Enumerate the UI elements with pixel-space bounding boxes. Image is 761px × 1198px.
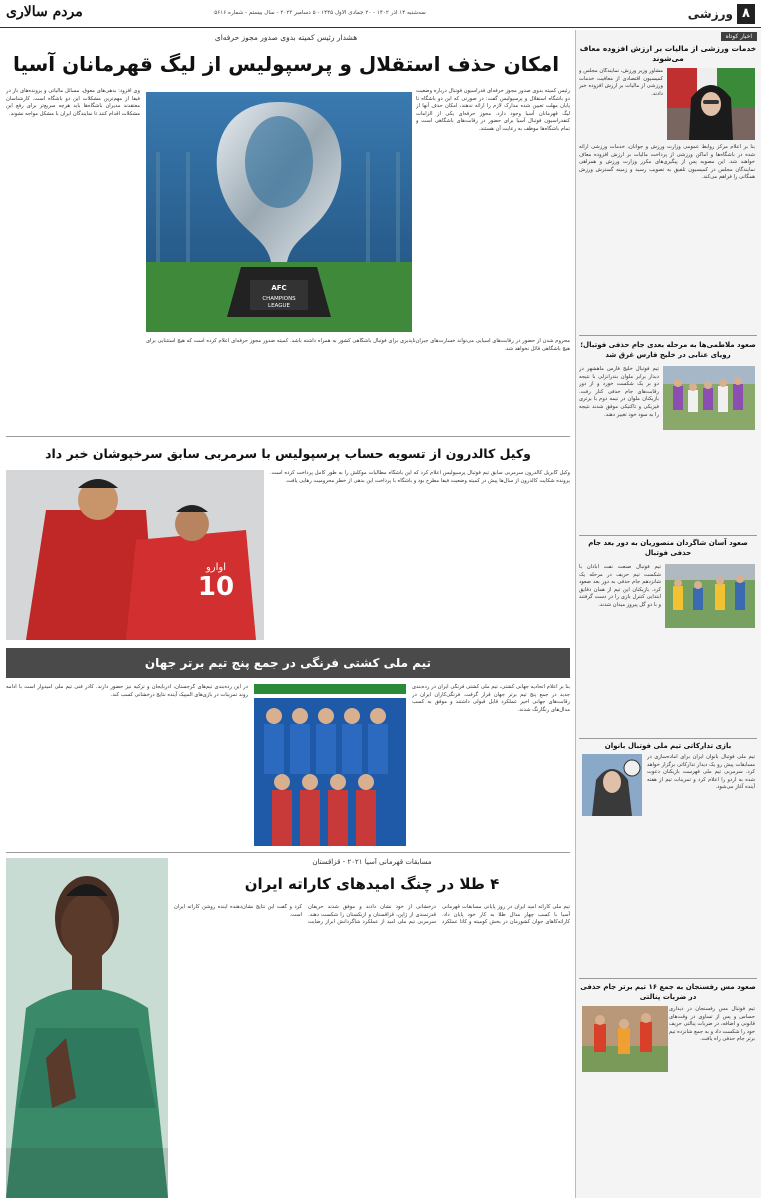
sidebar-article5-title: صعود مس رفسنجان به جمع ۱۶ تیم برتر جام حذفی در ضربات پنالتی	[580, 983, 756, 1001]
masthead	[0, 0, 761, 28]
sidebar-article4-body: تیم ملی فوتبال بانوان ایران برای آماده‌سازی در مسابقات پیش رو یک دیدار تدارکاتی برگزار خواهد کرد. سرمربی تیم ملی فهرست بازیکنان دعوت شده به اردو را اعلام کرد و تمرینات تیم از هفته آینده آغاز می‌شود.	[647, 754, 755, 791]
minister-photo	[667, 68, 755, 140]
wrestling-team-photo	[254, 684, 406, 846]
jersey-number: 10	[197, 572, 235, 602]
sidebar-article3-body: تیم فوتبال صنعت نفت آبادان با شکست تیم حریف در مرحله یک شانزدهم جام حذفی به دور بعد صعود کرد. بازیکنان این تیم از همان دقایق ابتدایی کنترل بازی را در دست گرفتند و با دو گل پیروز میدان شدند.	[579, 564, 661, 608]
sidebar-article1-lead: مشاور وزیر ورزش، نمایندگان مجلس و کمیسیون اقتصادی از معافیت خدمات ورزشی از مالیات بر ارزش افزوده خبر دادند.	[579, 68, 663, 97]
sidebar-article3-title: صعود آسان شاگردان منصوریان به دور بعد جام حذفی فوتبال	[588, 539, 748, 557]
main-body-left: وی افزود: بدهی‌های معوق، مسائل مالیاتی و پرونده‌های باز در فیفا از مهم‌ترین مشکلات این دو باشگاه است. کارشناسان معتقدند مدیران باشگاه‌ها باید هرچه سریع‌تر برای رفع این مشکلات اقدام کنند تا نمایندگان ایران با مشکل مواجه نشوند.	[6, 88, 140, 117]
story4-kicker: مسابقات قهرمانی آسیا ۲۰۲۱ - قزاقستان	[312, 858, 432, 866]
sidebar-tag: اخبار کوتاه	[721, 32, 757, 41]
section-label: ورزشی	[687, 7, 733, 21]
main-kicker: هشدار رئیس کمیته بدوی صدور مجوز حرفه‌ای	[214, 33, 358, 42]
sidebar	[575, 30, 761, 1198]
afc-logo-text: AFC	[271, 284, 287, 292]
story3-headline: تیم ملی کشتی فرنگی در جمع پنج تیم برتر جهان	[144, 656, 432, 670]
story3-body-a: بنا بر اعلام اتحادیه جهانی کشتی، تیم ملی کشتی فرنگی ایران در رده‌بندی جدید در جمع پنج تیم برتر جهان قرار گرفت. فرنگی‌کاران ایران در رقابت‌های جهانی اخیر عملکرد قابل قبولی داشتند و موفق به کسب مدال‌های رنگارنگ شدند.	[412, 684, 570, 713]
main-headline: امکان حذف استقلال و پرسپولیس از لیگ قهرمانان آسیا	[12, 52, 560, 76]
sidebar-article2-body: تیم فوتبال خلیج فارس ماهشهر در دیدار برابر ملوان بندرانزلی با نتیجه دو بر یک شکست خورد و از دور رقابت‌های جام حذفی کنار رفت. بازیکنان ملوان در نیمه دوم با برتری فیزیکی و تاکتیکی موفق شدند نتیجه را به سود خود تغییر دهند.	[579, 366, 659, 418]
story2-body: وکیل گابریل کالدرون سرمربی سابق تیم فوتبال پرسپولیس اعلام کرد که این باشگاه مطالبات موکلش را به طور کامل پرداخت کرده است. پرونده شکایت کالدرون از سال‌ها پیش در کمیته وضعیت فیفا مطرح بود و باشگاه با پرداخت این بدهی از خطر محرومیت رهایی یافت.	[270, 470, 570, 484]
story4-body: تیم ملی کاراته امید ایران در روز پایانی مسابقات قهرمانی آسیا با کسب چهار مدال طلا به کار خود پایان داد. کاراته‌کاهای جوان کشورمان در بخش کومیته و کاتا عملکرد درخشانی از خود نشان دادند و موفق شدند حریفان قدرتمندی از ژاپن، قزاقستان و ازبکستان را شکست دهند. سرمربی تیم ملی امید از عملکرد شاگردانش ابراز رضایت کرد و گفت این نتایج نشان‌دهنده آینده روشن کاراته ایران است.	[174, 904, 570, 926]
persepolis-players-photo	[6, 470, 264, 640]
sidebar-article2-title: صعود ملاطمی‌ها به مرحله بعدی جام حذفی فوتبال؛ رویای عنابی در خلیج فارس غرق شد	[580, 341, 756, 359]
women-football-photo	[582, 754, 642, 816]
story3-headline-bar	[6, 648, 570, 678]
sidebar-article4-title: بازی تدارکاتی تیم ملی فوتبال بانوان	[604, 742, 732, 750]
afc-logo-sub2: LEAGUE	[268, 303, 290, 309]
naft-photo	[665, 564, 755, 628]
afc-logo-sub: CHAMPIONS	[262, 296, 296, 302]
jersey-name: اوارو	[205, 562, 227, 573]
karate-athlete-photo	[6, 858, 168, 1198]
sidebar-article1-title: خدمات ورزشی از مالیات بر ارزش افزوده معاف می‌شوند	[579, 44, 757, 63]
sidebar-article5-body: تیم فوتبال مس رفسنجان در دیداری حساس و پس از تساوی در وقت‌های قانونی و اضافه، در ضربات پنالتی حریف خود را شکست داد و به جمع شانزده تیم برتر جام حذفی راه یافت.	[669, 1006, 755, 1043]
main-body-right: رئیس کمیته بدوی صدور مجوز حرفه‌ای فدراسیون فوتبال درباره وضعیت دو باشگاه استقلال و پرسپولیس گفت: در صورتی که این دو باشگاه تا پایان مهلت تعیین شده مدارک لازم را ارائه ندهند، امکان حذف آنها از لیگ قهرمانان آسیا وجود دارد. مجوز حرفه‌ای یکی از الزامات کنفدراسیون فوتبال آسیا برای حضور در رقابت‌های باشگاهی است و تمام باشگاه‌ها موظف به رعایت آن هستند.	[416, 88, 570, 132]
main-body-bottom: محروم شدن از حضور در رقابت‌های آسیایی می‌تواند خسارت‌های جبران‌ناپذیری برای فوتبال باشگاهی کشور به همراه داشته باشد. کمیته صدور مجوز حرفه‌ای اعلام کرده است که هیچ استثنایی برای هیچ باشگاهی قائل نخواهد شد.	[146, 338, 570, 352]
issue-line: سه‌شنبه ۱۴ آذر ۱۴۰۲ - ۲۰ جمادی الاول ۱۴۴۵ - ۵ دسامبر ۲۰۲۳ - سال بیستم - شماره ۵۶۱۶	[214, 10, 426, 16]
story3-body-b: در این رده‌بندی تیم‌های گرجستان، آذربایجان و ترکیه نیز حضور دارند. کادر فنی تیم ملی امیدوار است با ادامه روند تمرینات در بازی‌های المپیک آینده نتایج درخشانی کسب کند.	[6, 684, 248, 698]
mes-photo	[582, 1006, 668, 1072]
story2-headline: وکیل کالدرون از تسویه حساب پرسپولیس با سرمربی سابق سرخپوشان خبر داد	[45, 446, 531, 461]
afc-trophy-photo	[146, 92, 412, 332]
page-number-badge: ۸	[737, 4, 755, 24]
story4-headline: ۴ طلا در چنگ امیدهای کاراته ایران	[244, 875, 500, 893]
sidebar-article1-body: بنا بر اعلام مرکز روابط عمومی وزارت ورزش و جوانان، خدمات ورزشی ارائه شده در باشگاه‌ها و اماکن ورزشی از پرداخت مالیات بر ارزش افزوده معاف خواهند شد. این مصوبه پس از پیگیری‌های مکرر وزارت ورزش و همراهی نمایندگان مجلس در کمیسیون تلفیق به تصویب رسید و زمینه گسترش ورزش همگانی را فراهم می‌کند.	[579, 144, 755, 181]
malavan-photo	[663, 366, 755, 430]
newspaper-name: مردم سالاری	[6, 4, 83, 20]
